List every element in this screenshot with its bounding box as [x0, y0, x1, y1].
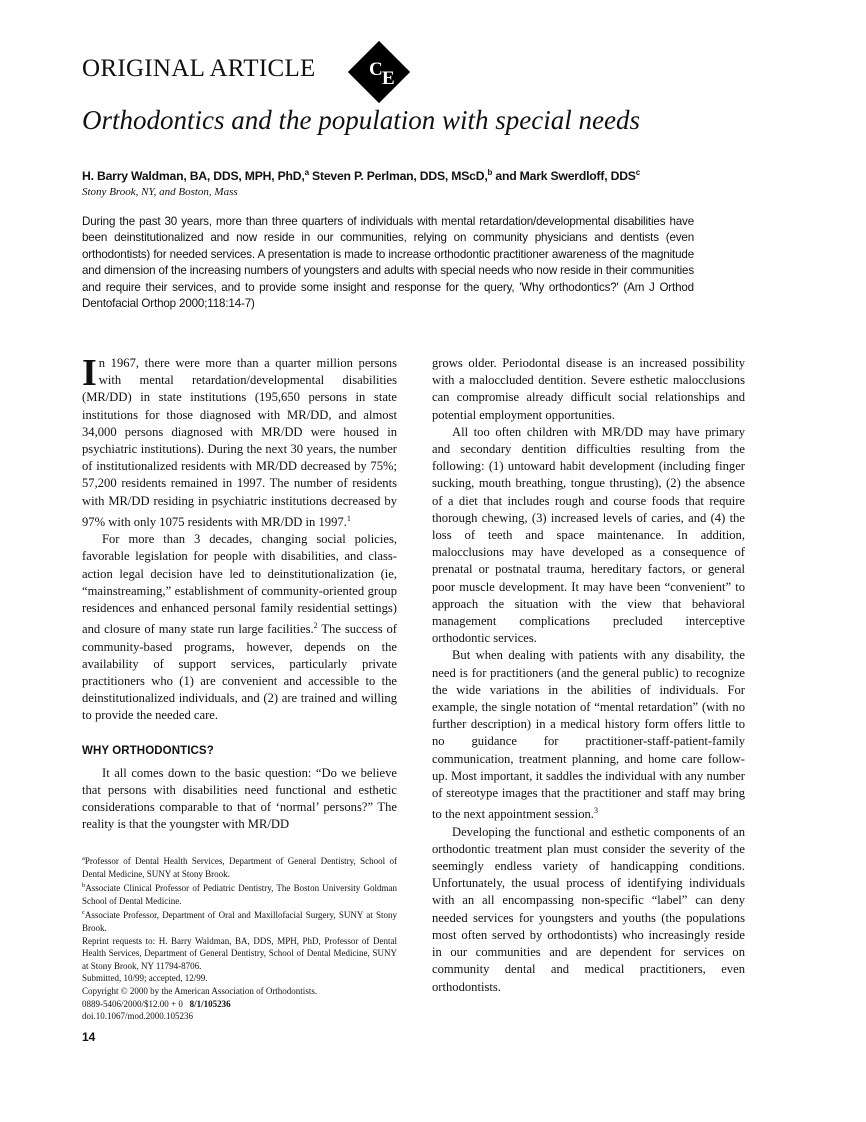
issn-line: 0889-5406/2000/$12.00 + 0 8/1/105236 — [82, 998, 231, 1009]
author-3-mark: c — [635, 168, 640, 177]
paragraph: It all comes down to the basic question: “Do we believe that persons with disabilities need functional and esthetic considerations comparable to that of ‘normal’ persons?” The reality is that the youngster with MR/DD — [82, 765, 397, 832]
footnote-b: $^b$Associate Clinical Professor of Pediatric Dentistry, The Boston University Goldman School of Dental Medicine. — [82, 882, 397, 906]
article-title: Orthodontics and the population with special needs — [82, 105, 640, 135]
copyright: Copyright © 2000 by the American Association of Orthodontists. — [82, 985, 318, 996]
footnote-c: $^c$Associate Professor, Department of Oral and Maxillofacial Surgery, SUNY at Stony Brook. — [82, 909, 397, 933]
body-column-left — [82, 352, 397, 834]
ce-badge-letter-c: C — [369, 59, 383, 80]
author-2: Steven P. Perlman, DDS, MScD, — [308, 169, 488, 184]
ce-badge-letters — [367, 55, 407, 95]
paragraph: Developing the functional and esthetic components of an orthodontic treatment plan must consider the severity of the seemingly endless variety of handicapping conditions. Unfortunately, the usual process of identifying individuals with an all encompassing non-specific “label” can deny needed services for youngsters and youths (the populations most often served by orthodontists) who increasingly reside in our communities and are dependent for services on community dental and medical practitioners, even orthodontists. — [432, 824, 745, 994]
paragraph: But when dealing with patients with any disability, the need is for practitioners (and the general public) to recognize the wide variations in the abilities of individuals. For example, the single notation of “mental retardation” (with no further description) in a medical history form offers little to no guidance for practitioner-staff-patient-family communication, treatment planning, and home care follow-up. Most important, it saddles the individual with any number of stereotype images that the practitioner and staff may bring to the next appointment session.$^3$ — [432, 648, 745, 822]
ce-badge-letter-e: E — [382, 68, 395, 89]
paragraph: In 1967, there were more than a quarter million persons with mental retardation/developmental disabilities (MR/DD) in state institutions (195,650 persons in state institutions for those diagnosed with MR/DD, and almost 34,000 persons diagnosed with MR/DD were housed in psychiatric institutions). During the next 30 years, the number of institutionalized residents with MR/DD decreased by 75%; 57,200 residents remained in 1997. The number of residents with MR/DD residing in psychiatric institutions decreased by 97% with only 1075 residents with MR/DD in 1997.$^1$ — [82, 352, 397, 530]
section-label: ORIGINAL ARTICLE — [82, 55, 316, 82]
reference-mark: 3 — [593, 806, 598, 816]
section-heading: WHY ORTHODONTICS? — [82, 744, 214, 757]
submission-dates: Submitted, 10/99; accepted, 12/99. — [82, 973, 208, 984]
author-1: H. Barry Waldman, BA, DDS, MPH, PhD, — [82, 169, 305, 184]
author-2-mark: b — [487, 168, 493, 177]
page-number: 14 — [82, 1030, 96, 1044]
author-line — [82, 168, 640, 183]
footnote-a: $^a$Professor of Dental Health Services, Department of General Dentistry, School of Dental Medicine, SUNY at Stony Brook. — [82, 855, 397, 879]
reprint-requests: Reprint requests to: H. Barry Waldman, BA, DDS, MPH, PhD, Professor of Dental Health Services, Department of General Dentistry, School of Dental Medicine, SUNY at Stony Brook, NY 11794-8706. — [82, 935, 397, 971]
paragraph: grows older. Periodontal disease is an increased possibility with a maloccluded dentition. Severe esthetic malocclusions can compromise already difficult social relationships and potential employment opportunities. — [432, 356, 745, 422]
author-1-mark: a — [304, 168, 309, 177]
drop-cap: I — [82, 352, 97, 394]
author-3: and Mark Swerdloff, DDS — [492, 169, 636, 184]
reference-mark: 1 — [346, 513, 351, 523]
doi: doi.10.1067/mod.2000.105236 — [82, 1011, 194, 1022]
body-column-right — [432, 355, 745, 996]
abstract: During the past 30 years, more than three quarters of individuals with mental retardation/developmental disabilities have been deinstitutionalized and now reside in our communities, relying on community physicians and dentists (even orthodontists) for needed services. A presentation is made to increase orthodontic practitioner awareness of the magnitude and dimension of the increasing numbers of youngsters and adults with special needs who now reside in their communities and require their services, and to provide some insight and response for the query, 'Why orthodontics?' (Am J Orthod Dentofacial Orthop 2000;118:14-7) — [82, 215, 694, 311]
paragraph: For more than 3 decades, changing social policies, favorable legislation for people with disabilities, and class-action legal decision have led to deinstitutionalization (ie, “mainstreaming,” establishment of community-oriented group residences and enhanced personal family residential settings) and closure of many state run large facilities.$^2$ The success of community-based programs, however, depends on the availability of support services, particularly private practitioners who (1) are convenient and accessible to the deinstitutionalized individuals, and (2) are trained and willing to provide the needed care. — [82, 532, 397, 723]
author-location: Stony Brook, NY, and Boston, Mass — [82, 186, 238, 198]
paragraph: All too often children with MR/DD may have primary and secondary dentition difficulties resulting from the following: (1) untoward habit development (including finger sucking, mouth breathing, tongue thrusting), (2) the absence of a diet that includes rough and course foods that require thorough chewing, (3) increased levels of caries, and (4) the loss of teeth and space maintenance. In addition, malocclusions may have developed as a consequence of prenatal or postnatal trauma, hereditary factors, or general poor muscle development. It may have been “convenient” to approach the situation with the view that behavioral management complications precluded interceptive orthodontic services. — [432, 424, 745, 646]
footnotes — [82, 853, 397, 1023]
reference-mark: 2 — [313, 621, 318, 631]
